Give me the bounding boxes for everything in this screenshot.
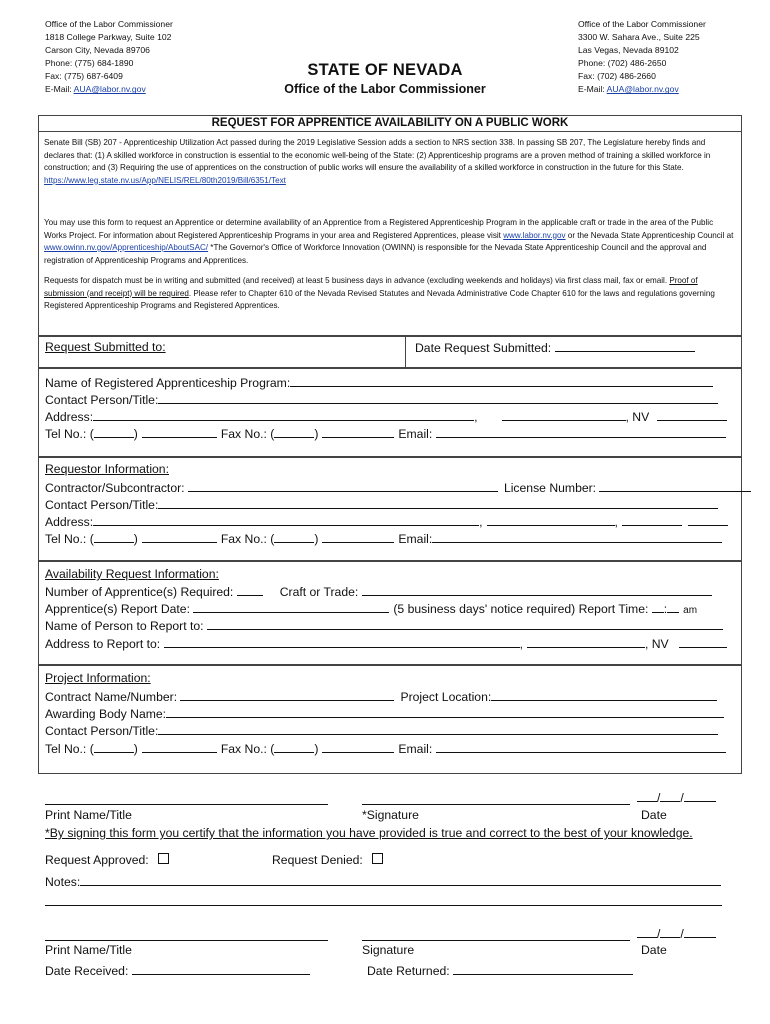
comma: , — [474, 410, 478, 424]
document-subtitle: Office of the Labor Commissioner — [284, 82, 486, 96]
paren: ) — [314, 427, 319, 441]
date-year-field[interactable] — [684, 926, 716, 938]
program-name-field[interactable] — [290, 375, 713, 387]
certification-statement: *By signing this form you certify that the information you have provided is true and correct to the best of your knowledge. — [45, 826, 693, 840]
contact-field[interactable] — [158, 723, 718, 735]
fax-area-code-field[interactable] — [274, 426, 314, 438]
paren: ) — [314, 532, 319, 546]
tel-area-code-field[interactable] — [94, 741, 134, 753]
street-address: 3300 W. Sahara Ave., Suite 225 — [578, 32, 700, 43]
denied-row — [272, 853, 383, 867]
tel-label: Tel No.: ( — [45, 532, 94, 546]
email-field[interactable] — [436, 741, 726, 753]
contact-label: Contact Person/Title: — [45, 498, 159, 512]
number-label: Number of Apprentice(s) Required: — [45, 585, 237, 599]
intro-text: Senate Bill (SB) 207 - Apprenticeship Utilization Act passed during the 2019 Legislative Session adds a section to NRS section 338. In passing SB 207, The Legislature hereby finds and declares that: (1) A skilled workforce in construction is essential to the economic well-being of the State: (2) Apprenticeship programs are a proven method of training a skilled workforce in construction; and (3) Requiring the use of apprentices on the construction of public works will ensure the availability of a skilled workforce in construction in the future for this State. — [44, 138, 711, 172]
tel-label: Tel No.: ( — [45, 427, 94, 441]
address-label: Address: — [45, 515, 94, 529]
state-label: , NV — [644, 637, 669, 651]
person-label: Name of Person to Report to: — [45, 619, 207, 633]
report-hour-field[interactable] — [652, 601, 664, 613]
tel-number-field[interactable] — [142, 741, 217, 753]
project-contact-numbers-row — [45, 741, 726, 756]
fax-area-code-field[interactable] — [274, 741, 314, 753]
project-heading — [45, 671, 151, 685]
request-submitted-to — [45, 340, 166, 354]
program-contact-numbers-row — [45, 426, 726, 441]
date-month-field[interactable] — [637, 790, 657, 802]
program-contact-row — [45, 392, 718, 407]
location-label: Project Location: — [400, 690, 492, 704]
date-label: Date — [641, 943, 667, 957]
fax-label: Fax No.: ( — [220, 532, 275, 546]
report-person-row — [45, 618, 723, 633]
report-address-row — [45, 636, 727, 651]
notice-label: (5 business days' notice required) Report Time: — [393, 602, 652, 616]
city-field[interactable] — [487, 514, 615, 526]
awarding-label: Awarding Body Name: — [45, 707, 167, 721]
license-label: License Number: — [503, 481, 600, 495]
intro-text: Requests for dispatch must be in writing and submitted (and received) at least 5 business days in advance (excluding weekends and holidays) via first class mail, fax or email. — [44, 276, 670, 285]
office-name: Office of the Labor Commissioner — [578, 19, 706, 29]
license-field[interactable] — [599, 480, 751, 492]
slash: / — [680, 927, 684, 941]
state-label: , NV — [625, 410, 650, 424]
comma: , — [479, 515, 483, 529]
fax-number-field[interactable] — [322, 426, 394, 438]
labor-website-link[interactable]: www.labor.nv.gov — [503, 230, 566, 240]
date-label: Date — [641, 808, 667, 822]
document-title: STATE OF NEVADA — [307, 61, 463, 79]
location-field[interactable] — [491, 689, 717, 701]
number-field[interactable] — [237, 584, 263, 596]
date-field — [637, 926, 716, 941]
contact-field[interactable] — [158, 497, 718, 509]
program-name-label: Name of Registered Apprenticeship Program: — [45, 376, 291, 390]
email-label: Email: — [398, 742, 436, 756]
print-name-label: Print Name/Title — [45, 943, 132, 957]
date-submitted-label: Date Request Submitted: — [415, 341, 555, 355]
intro-paragraph-3 — [44, 275, 736, 313]
denied-label: Request Denied: — [272, 853, 367, 867]
tel-number-field[interactable] — [142, 426, 217, 438]
address-label: Address to Report to: — [45, 637, 164, 651]
zip-field[interactable] — [688, 514, 728, 526]
form-title: REQUEST FOR APPRENTICE AVAILABILITY ON A PUBLIC WORK — [38, 115, 742, 132]
project-contact-row — [45, 723, 718, 738]
date-request-submitted — [415, 340, 695, 355]
program-name-row — [45, 375, 713, 390]
office-name: Office of the Labor Commissioner — [45, 19, 173, 29]
report-date-label: Apprentice(s) Report Date: — [45, 602, 194, 616]
tel-area-code-field[interactable] — [94, 531, 134, 543]
print-name-line[interactable] — [45, 804, 328, 805]
street-field[interactable] — [93, 409, 474, 421]
report-minute-field[interactable] — [667, 601, 679, 613]
requestor-contact-row — [45, 497, 718, 512]
approved-row — [45, 853, 169, 867]
date-month-field[interactable] — [637, 926, 657, 938]
comma: , — [519, 637, 523, 651]
street-field[interactable] — [164, 636, 520, 648]
zip-field[interactable] — [657, 409, 727, 421]
date-day-field[interactable] — [660, 926, 680, 938]
notes-row — [45, 874, 721, 889]
notes-field[interactable] — [80, 874, 721, 886]
date-received-row — [45, 963, 310, 978]
date-received-field[interactable] — [132, 963, 310, 975]
program-address-row — [45, 409, 727, 424]
date-submitted-field[interactable] — [555, 340, 695, 352]
requestor-heading — [45, 462, 169, 476]
intro-text: *The Governor's Office of Workforce Innovation (OWINN) is responsible for the Nevada State Apprenticeship Council and the approval and registration of Apprenticeship Programs and Apprentices. — [44, 243, 707, 265]
print-name-label: Print Name/Title — [45, 808, 132, 822]
state-field[interactable] — [622, 514, 682, 526]
contractor-label: Contractor/Subcontractor: — [45, 481, 188, 495]
am-label: am — [683, 605, 698, 616]
email-label: Email: — [398, 532, 433, 546]
paren: ) — [133, 532, 138, 546]
email-label: E-Mail: — [45, 84, 74, 95]
contractor-row — [45, 480, 751, 495]
fax-number: Fax: (775) 687-6409 — [45, 71, 123, 82]
city-state-zip: Las Vegas, Nevada 89102 — [578, 45, 679, 56]
proof-note: Proof of submission (and receipt) will be required — [44, 276, 698, 298]
email-label: Email: — [398, 427, 436, 441]
submitted-divider — [405, 336, 406, 368]
intro-text: . Please refer to Chapter 610 of the Nevada Revised Statutes and Nevada Administrative Code Chapter 610 for the laws and regulations governing Registered Apprenticeship Programs and Registered Apprentices. — [44, 288, 715, 310]
person-field[interactable] — [207, 618, 723, 630]
slash: / — [657, 791, 661, 805]
legislation-link[interactable]: https://www.leg.state.nv.us/App/NELIS/REL/80th2019/Bill/6351/Text — [44, 175, 286, 185]
city-field[interactable] — [502, 409, 626, 421]
zip-field[interactable] — [679, 636, 727, 648]
street-field[interactable] — [93, 514, 479, 526]
section-heading: Availability Request Information: — [45, 567, 219, 581]
signature-line[interactable] — [362, 804, 630, 805]
city-state-zip: Carson City, Nevada 89706 — [45, 45, 150, 56]
contract-row — [45, 689, 717, 704]
report-date-field[interactable] — [193, 601, 389, 613]
tel-label: Tel No.: ( — [45, 742, 94, 756]
date-field — [637, 790, 716, 805]
requestor-contact-numbers-row — [45, 531, 722, 546]
email-link[interactable]: AUA@labor.nv.gov — [73, 84, 146, 95]
awarding-field[interactable] — [166, 706, 724, 718]
notes-label: Notes: — [45, 875, 81, 889]
owinn-website-link[interactable]: www.owinn.nv.gov/Apprenticeship/AboutSAC/ — [44, 243, 209, 252]
approved-label: Request Approved: — [45, 853, 153, 867]
section-heading: Requestor Information: — [45, 462, 169, 476]
fax-label: Fax No.: ( — [220, 742, 275, 756]
intro-text: or the Nevada State Apprenticeship Council at — [565, 230, 734, 240]
email-field[interactable] — [436, 426, 726, 438]
date-year-field[interactable] — [684, 790, 716, 802]
comma: , — [614, 515, 618, 529]
date-returned-row — [367, 963, 633, 978]
intro-text: You may use this form to request an Apprentice or determine availability of an Apprentice from a Registered Apprenticeship Program in the applicable craft or trade in the area of the Public Works Project. For information about Registered Apprenticeship Programs in your area and Registered Apprentices, please visit — [44, 218, 714, 240]
fax-number-field[interactable] — [322, 741, 394, 753]
craft-field[interactable] — [362, 584, 712, 596]
signature-label: Signature — [362, 943, 415, 957]
fax-number-field[interactable] — [322, 531, 394, 543]
date-returned-label: Date Returned: — [367, 964, 454, 978]
contact-field[interactable] — [158, 392, 718, 404]
tel-area-code-field[interactable] — [94, 426, 134, 438]
contract-label: Contract Name/Number: — [45, 690, 181, 704]
phone-number: Phone: (775) 684-1890 — [45, 58, 134, 69]
signature-line[interactable] — [362, 940, 630, 941]
section-heading: Project Information: — [45, 671, 151, 685]
phone-number: Phone: (702) 486-2650 — [578, 58, 667, 69]
slash: / — [657, 927, 661, 941]
date-received-label: Date Received: — [45, 964, 132, 978]
fax-number: Fax: (702) 486-2660 — [578, 71, 656, 82]
awarding-row — [45, 706, 724, 721]
availability-heading — [45, 567, 219, 581]
colon: : — [663, 602, 668, 616]
contact-label: Contact Person/Title: — [45, 724, 159, 738]
address-label: Address: — [45, 410, 94, 424]
street-address: 1818 College Parkway, Suite 102 — [45, 32, 172, 43]
fax-label: Fax No.: ( — [220, 427, 275, 441]
intro-paragraph-2 — [44, 217, 736, 267]
contractor-field[interactable] — [188, 480, 498, 492]
fax-area-code-field[interactable] — [274, 531, 314, 543]
intro-paragraph-1 — [44, 137, 736, 187]
contact-label: Contact Person/Title: — [45, 393, 159, 407]
contract-field[interactable] — [180, 689, 394, 701]
city-field[interactable] — [527, 636, 645, 648]
date-returned-field[interactable] — [453, 963, 633, 975]
request-submitted-label: Request Submitted to: — [45, 340, 166, 354]
slash: / — [680, 791, 684, 805]
denied-checkbox[interactable] — [372, 853, 383, 864]
paren: ) — [133, 742, 138, 756]
craft-label: Craft or Trade: — [279, 585, 362, 599]
email-label: E-Mail: — [578, 84, 607, 95]
email-link[interactable]: AUA@labor.nv.gov — [606, 84, 679, 95]
requestor-address-row — [45, 514, 728, 529]
date-day-field[interactable] — [660, 790, 680, 802]
notes-continuation-line[interactable] — [45, 905, 722, 906]
print-name-line[interactable] — [45, 940, 328, 941]
tel-number-field[interactable] — [142, 531, 217, 543]
number-craft-row — [45, 584, 712, 599]
email-field[interactable] — [432, 531, 722, 543]
signature-label: *Signature — [362, 808, 419, 822]
paren: ) — [133, 427, 138, 441]
approved-checkbox[interactable] — [158, 853, 169, 864]
paren: ) — [314, 742, 319, 756]
report-date-row — [45, 601, 697, 616]
